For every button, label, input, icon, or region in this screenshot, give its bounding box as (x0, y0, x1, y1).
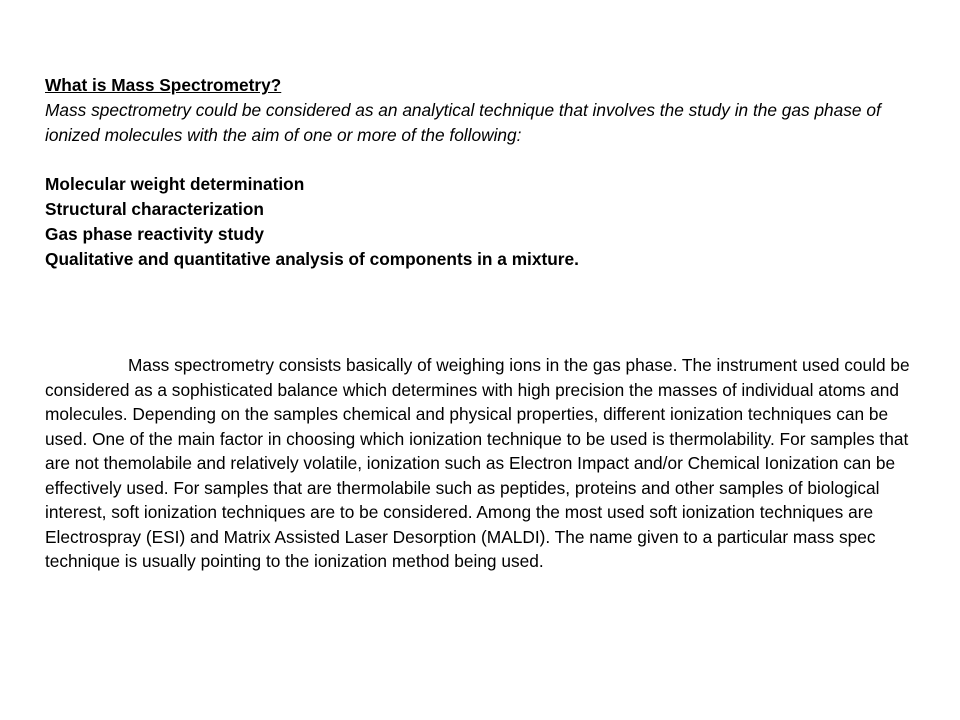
list-item: Qualitative and quantitative analysis of components in a mixture. (45, 248, 579, 269)
section-heading: What is Mass Spectrometry? (45, 75, 282, 95)
aims-list (45, 172, 925, 271)
definition-text: Mass spectrometry could be considered as an analytical technique that involves the study in the gas phase of ionized molecules with the aim of one or more of the following: (45, 99, 881, 145)
list-item: Gas phase reactivity study (45, 223, 264, 244)
body-paragraph: Mass spectrometry consists basically of weighing ions in the gas phase. The instrument used could be considered as a sophisticated balance which determines with high precision the masses of individual atoms and molecules. Depending on the samples chemical and physical properties, different ionization techniques can be used. One of the main factor in choosing which ionization technique to be used is thermolability. For samples that are not themolabile and relatively volatile, ionization such as Electron Impact and/or Chemical Ionization can be effectively used. For samples that are thermolabile such as peptides, proteins and other samples of biological interest, soft ionization techniques are to be considered. Among the most used soft ionization techniques are Electrospray (ESI) and Matrix Assisted Laser Desorption (MALDI). The name given to a particular mass spec technique is usually pointing to the ionization method being used. (45, 355, 910, 571)
list-item: Molecular weight determination (45, 174, 305, 195)
intro-section (45, 73, 925, 271)
list-item: Structural characterization (45, 198, 264, 219)
